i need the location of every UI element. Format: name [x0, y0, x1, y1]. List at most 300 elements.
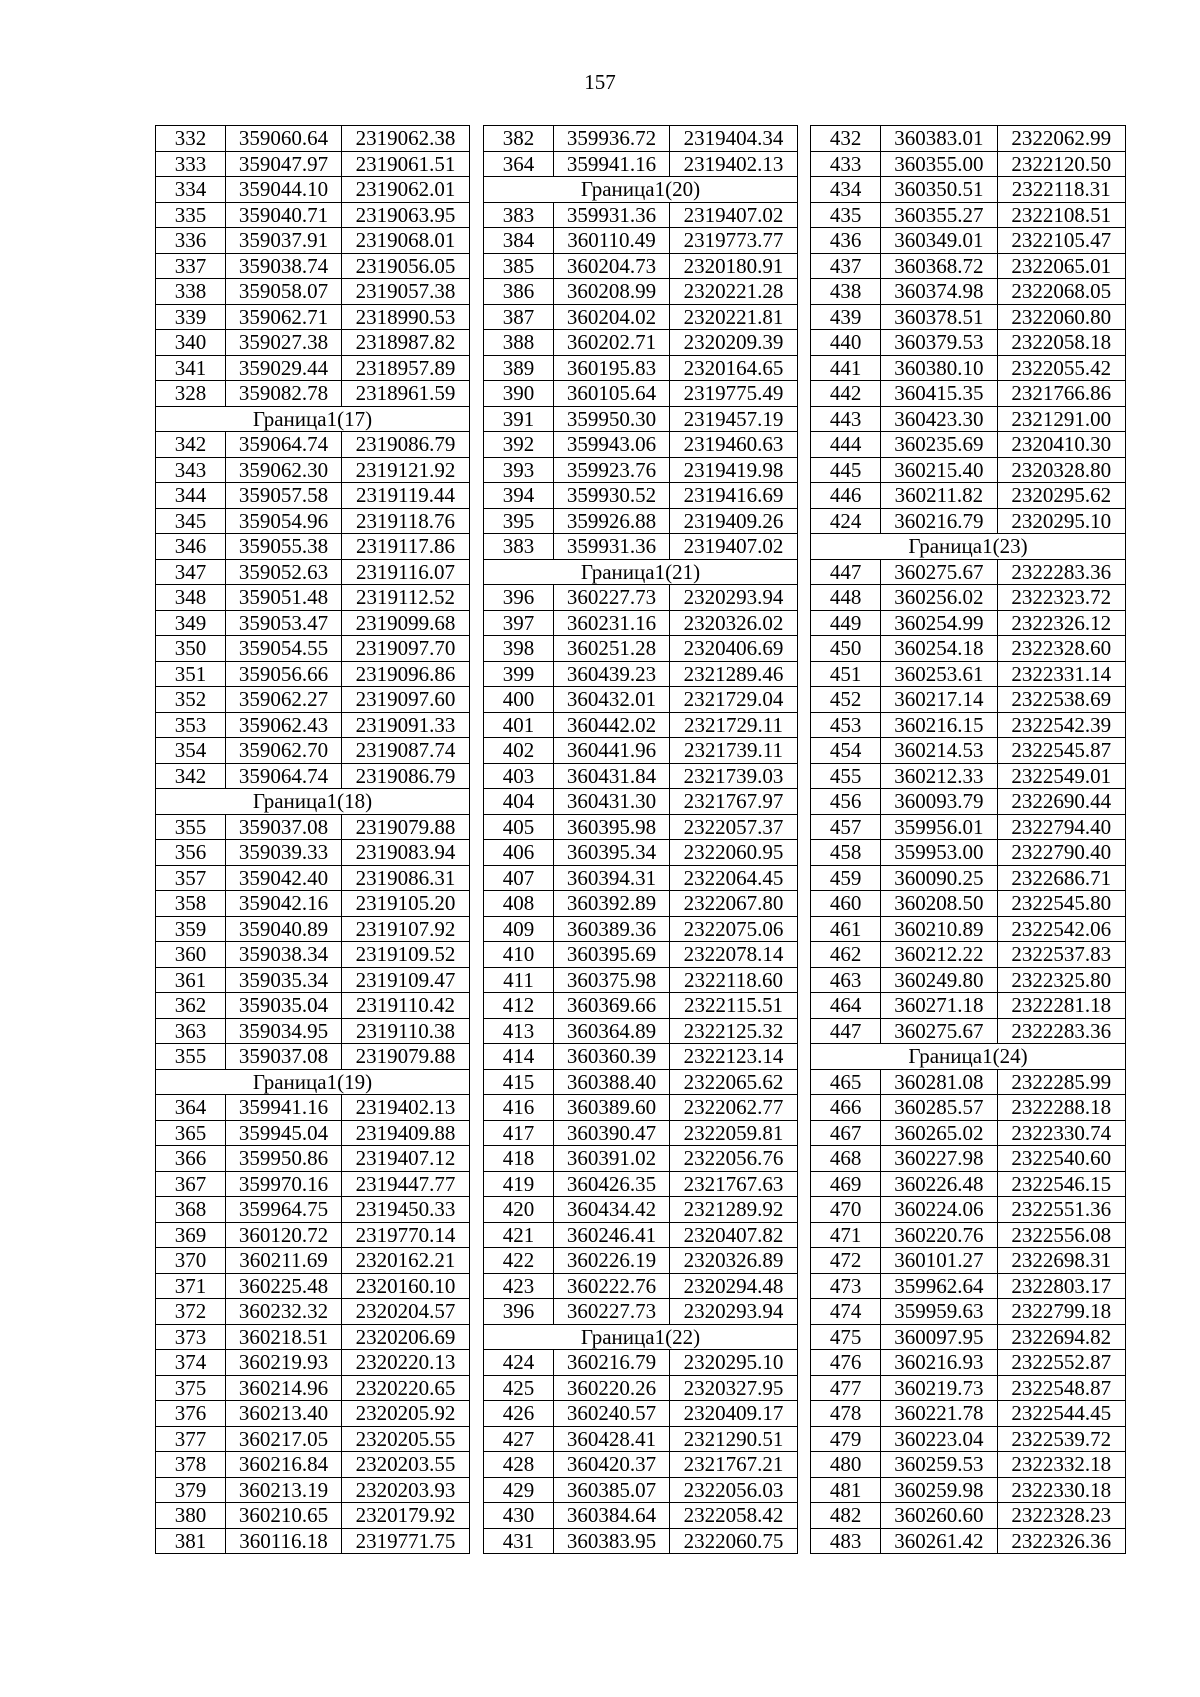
y-coordinate: 2322545.87	[997, 738, 1125, 764]
point-number: 421	[484, 1222, 554, 1248]
y-coordinate: 2319404.34	[670, 126, 798, 152]
table-row	[156, 1120, 470, 1146]
x-coordinate: 360226.19	[554, 1248, 670, 1274]
y-coordinate: 2322108.51	[997, 202, 1125, 228]
table-row	[811, 610, 1126, 636]
x-coordinate: 360441.96	[554, 738, 670, 764]
x-coordinate: 360431.30	[554, 789, 670, 815]
point-number: 440	[811, 330, 881, 356]
x-coordinate: 359953.00	[881, 840, 997, 866]
table-row	[484, 1069, 798, 1095]
y-coordinate: 2322123.14	[670, 1044, 798, 1070]
y-coordinate: 2322060.75	[670, 1528, 798, 1554]
point-number: 347	[156, 559, 226, 585]
x-coordinate: 360120.72	[226, 1222, 342, 1248]
point-number: 449	[811, 610, 881, 636]
table-row	[484, 381, 798, 407]
x-coordinate: 360240.57	[554, 1401, 670, 1427]
x-coordinate: 360227.98	[881, 1146, 997, 1172]
y-coordinate: 2322326.12	[997, 610, 1125, 636]
table-row	[156, 508, 470, 534]
y-coordinate: 2319057.38	[342, 279, 470, 305]
table-row	[811, 967, 1126, 993]
table-row	[484, 967, 798, 993]
point-number: 422	[484, 1248, 554, 1274]
point-number: 389	[484, 355, 554, 381]
table-row	[811, 1146, 1126, 1172]
table-row	[156, 1146, 470, 1172]
table-row	[156, 1222, 470, 1248]
y-coordinate: 2322075.06	[670, 916, 798, 942]
table-row	[811, 661, 1126, 687]
table-row	[156, 1197, 470, 1223]
y-coordinate: 2319407.02	[670, 202, 798, 228]
table-row	[484, 534, 798, 560]
x-coordinate: 359037.08	[226, 1044, 342, 1070]
x-coordinate: 360355.00	[881, 151, 997, 177]
table-row	[484, 942, 798, 968]
x-coordinate: 360204.02	[554, 304, 670, 330]
point-number: 454	[811, 738, 881, 764]
y-coordinate: 2322056.76	[670, 1146, 798, 1172]
table-row	[156, 865, 470, 891]
point-number: 424	[811, 508, 881, 534]
y-coordinate: 2320220.65	[342, 1375, 470, 1401]
point-number: 480	[811, 1452, 881, 1478]
x-coordinate: 360374.98	[881, 279, 997, 305]
point-number: 467	[811, 1120, 881, 1146]
point-number: 390	[484, 381, 554, 407]
point-number: 408	[484, 891, 554, 917]
y-coordinate: 2320164.65	[670, 355, 798, 381]
point-number: 470	[811, 1197, 881, 1223]
table-row	[811, 457, 1126, 483]
table-row	[484, 1477, 798, 1503]
table-row	[156, 1299, 470, 1325]
x-coordinate: 359923.76	[554, 457, 670, 483]
point-number: 409	[484, 916, 554, 942]
x-coordinate: 360426.35	[554, 1171, 670, 1197]
y-coordinate: 2322056.03	[670, 1477, 798, 1503]
table-row	[811, 253, 1126, 279]
x-coordinate: 360275.67	[881, 559, 997, 585]
x-coordinate: 359962.64	[881, 1273, 997, 1299]
y-coordinate: 2322078.14	[670, 942, 798, 968]
y-coordinate: 2320326.02	[670, 610, 798, 636]
y-coordinate: 2319450.33	[342, 1197, 470, 1223]
y-coordinate: 2319770.14	[342, 1222, 470, 1248]
point-number: 458	[811, 840, 881, 866]
point-number: 341	[156, 355, 226, 381]
point-number: 335	[156, 202, 226, 228]
point-number: 328	[156, 381, 226, 407]
table-row	[811, 814, 1126, 840]
table-row	[484, 610, 798, 636]
y-coordinate: 2322331.14	[997, 661, 1125, 687]
point-number: 429	[484, 1477, 554, 1503]
table-row	[156, 1324, 470, 1350]
table-row	[811, 1095, 1126, 1121]
y-coordinate: 2320203.93	[342, 1477, 470, 1503]
y-coordinate: 2322058.18	[997, 330, 1125, 356]
x-coordinate: 360428.41	[554, 1426, 670, 1452]
point-number: 418	[484, 1146, 554, 1172]
x-coordinate: 360388.40	[554, 1069, 670, 1095]
y-coordinate: 2320326.89	[670, 1248, 798, 1274]
point-number: 448	[811, 585, 881, 611]
table-row	[156, 712, 470, 738]
x-coordinate: 360281.08	[881, 1069, 997, 1095]
point-number: 478	[811, 1401, 881, 1427]
x-coordinate: 359926.88	[554, 508, 670, 534]
point-number: 468	[811, 1146, 881, 1172]
x-coordinate: 360350.51	[881, 177, 997, 203]
x-coordinate: 359064.74	[226, 763, 342, 789]
x-coordinate: 360384.64	[554, 1503, 670, 1529]
table-row	[484, 1146, 798, 1172]
point-number: 473	[811, 1273, 881, 1299]
y-coordinate: 2322283.36	[997, 559, 1125, 585]
x-coordinate: 359945.04	[226, 1120, 342, 1146]
table-row	[811, 1375, 1126, 1401]
point-number: 428	[484, 1452, 554, 1478]
table-row	[484, 712, 798, 738]
y-coordinate: 2319109.52	[342, 942, 470, 968]
table-row	[484, 1120, 798, 1146]
x-coordinate: 360219.93	[226, 1350, 342, 1376]
y-coordinate: 2322288.18	[997, 1095, 1125, 1121]
point-number: 383	[484, 534, 554, 560]
section-title: Граница1(19)	[156, 1069, 470, 1095]
y-coordinate: 2320209.39	[670, 330, 798, 356]
point-number: 433	[811, 151, 881, 177]
point-number: 400	[484, 687, 554, 713]
y-coordinate: 2319099.68	[342, 610, 470, 636]
point-number: 464	[811, 993, 881, 1019]
point-number: 482	[811, 1503, 881, 1529]
x-coordinate: 360214.96	[226, 1375, 342, 1401]
x-coordinate: 359040.71	[226, 202, 342, 228]
x-coordinate: 360204.73	[554, 253, 670, 279]
point-number: 411	[484, 967, 554, 993]
x-coordinate: 360260.60	[881, 1503, 997, 1529]
y-coordinate: 2319107.92	[342, 916, 470, 942]
x-coordinate: 359062.27	[226, 687, 342, 713]
y-coordinate: 2321739.11	[670, 738, 798, 764]
point-number: 360	[156, 942, 226, 968]
x-coordinate: 360442.02	[554, 712, 670, 738]
table-row	[484, 1197, 798, 1223]
point-number: 345	[156, 508, 226, 534]
table-row	[156, 738, 470, 764]
x-coordinate: 360101.27	[881, 1248, 997, 1274]
x-coordinate: 359040.89	[226, 916, 342, 942]
y-coordinate: 2322067.80	[670, 891, 798, 917]
x-coordinate: 359027.38	[226, 330, 342, 356]
table-row	[156, 814, 470, 840]
point-number: 342	[156, 763, 226, 789]
point-number: 472	[811, 1248, 881, 1274]
x-coordinate: 360216.84	[226, 1452, 342, 1478]
y-coordinate: 2322057.37	[670, 814, 798, 840]
x-coordinate: 360256.02	[881, 585, 997, 611]
point-number: 358	[156, 891, 226, 917]
x-coordinate: 360369.66	[554, 993, 670, 1019]
x-coordinate: 359970.16	[226, 1171, 342, 1197]
y-coordinate: 2319091.33	[342, 712, 470, 738]
table-row	[811, 916, 1126, 942]
x-coordinate: 360355.27	[881, 202, 997, 228]
x-coordinate: 360202.71	[554, 330, 670, 356]
point-number: 337	[156, 253, 226, 279]
y-coordinate: 2322542.06	[997, 916, 1125, 942]
table-row	[156, 661, 470, 687]
point-number: 463	[811, 967, 881, 993]
table-row	[484, 279, 798, 305]
x-coordinate: 360378.51	[881, 304, 997, 330]
x-coordinate: 359062.30	[226, 457, 342, 483]
x-coordinate: 360211.82	[881, 483, 997, 509]
y-coordinate: 2321767.63	[670, 1171, 798, 1197]
table-row	[156, 151, 470, 177]
y-coordinate: 2319775.49	[670, 381, 798, 407]
table-row	[811, 636, 1126, 662]
y-coordinate: 2320293.94	[670, 585, 798, 611]
table-row	[484, 1375, 798, 1401]
point-number: 396	[484, 585, 554, 611]
y-coordinate: 2319062.01	[342, 177, 470, 203]
y-coordinate: 2320221.81	[670, 304, 798, 330]
point-number: 450	[811, 636, 881, 662]
point-number: 403	[484, 763, 554, 789]
table-row	[811, 304, 1126, 330]
point-number: 443	[811, 406, 881, 432]
table-row	[811, 406, 1126, 432]
point-number: 375	[156, 1375, 226, 1401]
y-coordinate: 2322328.60	[997, 636, 1125, 662]
point-number: 384	[484, 228, 554, 254]
section-title: Граница1(23)	[811, 534, 1126, 560]
x-coordinate: 360389.36	[554, 916, 670, 942]
y-coordinate: 2320162.21	[342, 1248, 470, 1274]
x-coordinate: 359038.74	[226, 253, 342, 279]
x-coordinate: 360220.76	[881, 1222, 997, 1248]
table-row	[484, 1426, 798, 1452]
table-row	[811, 202, 1126, 228]
table-row	[484, 1273, 798, 1299]
section-header-row	[811, 534, 1126, 560]
point-number: 432	[811, 126, 881, 152]
table-row	[484, 406, 798, 432]
table-row	[811, 1069, 1126, 1095]
y-coordinate: 2321289.46	[670, 661, 798, 687]
point-number: 399	[484, 661, 554, 687]
table-row	[484, 1503, 798, 1529]
x-coordinate: 359053.47	[226, 610, 342, 636]
y-coordinate: 2319117.86	[342, 534, 470, 560]
table-row	[484, 432, 798, 458]
table-row	[484, 304, 798, 330]
x-coordinate: 360394.31	[554, 865, 670, 891]
point-number: 355	[156, 1044, 226, 1070]
section-title: Граница1(18)	[156, 789, 470, 815]
x-coordinate: 359058.07	[226, 279, 342, 305]
x-coordinate: 359052.63	[226, 559, 342, 585]
table-row	[811, 355, 1126, 381]
x-coordinate: 359037.08	[226, 814, 342, 840]
point-number: 363	[156, 1018, 226, 1044]
table-row	[811, 1197, 1126, 1223]
y-coordinate: 2322325.80	[997, 967, 1125, 993]
point-number: 439	[811, 304, 881, 330]
x-coordinate: 360261.42	[881, 1528, 997, 1554]
y-coordinate: 2321766.86	[997, 381, 1125, 407]
x-coordinate: 359042.40	[226, 865, 342, 891]
section-header-row	[156, 789, 470, 815]
y-coordinate: 2322068.05	[997, 279, 1125, 305]
table-row	[811, 279, 1126, 305]
table-row	[156, 126, 470, 152]
point-number: 481	[811, 1477, 881, 1503]
x-coordinate: 359057.58	[226, 483, 342, 509]
table-row	[156, 993, 470, 1019]
table-row	[484, 1248, 798, 1274]
x-coordinate: 359936.72	[554, 126, 670, 152]
coordinates-table-middle	[483, 125, 798, 1554]
y-coordinate: 2322328.23	[997, 1503, 1125, 1529]
table-row	[156, 202, 470, 228]
table-row	[156, 1171, 470, 1197]
x-coordinate: 360224.06	[881, 1197, 997, 1223]
x-coordinate: 359034.95	[226, 1018, 342, 1044]
table-row	[811, 1452, 1126, 1478]
x-coordinate: 359039.33	[226, 840, 342, 866]
y-coordinate: 2322686.71	[997, 865, 1125, 891]
table-row	[811, 942, 1126, 968]
x-coordinate: 360368.72	[881, 253, 997, 279]
point-number: 426	[484, 1401, 554, 1427]
y-coordinate: 2322544.45	[997, 1401, 1125, 1427]
table-row	[811, 687, 1126, 713]
point-number: 406	[484, 840, 554, 866]
y-coordinate: 2322105.47	[997, 228, 1125, 254]
table-row	[156, 840, 470, 866]
y-coordinate: 2322330.18	[997, 1477, 1125, 1503]
y-coordinate: 2320205.92	[342, 1401, 470, 1427]
x-coordinate: 360259.98	[881, 1477, 997, 1503]
point-number: 365	[156, 1120, 226, 1146]
table-row	[156, 1273, 470, 1299]
table-row	[811, 559, 1126, 585]
point-number: 477	[811, 1375, 881, 1401]
x-coordinate: 360223.04	[881, 1426, 997, 1452]
point-number: 369	[156, 1222, 226, 1248]
table-row	[156, 1018, 470, 1044]
x-coordinate: 360431.84	[554, 763, 670, 789]
y-coordinate: 2322125.32	[670, 1018, 798, 1044]
x-coordinate: 360227.73	[554, 1299, 670, 1325]
point-number: 474	[811, 1299, 881, 1325]
point-number: 416	[484, 1095, 554, 1121]
point-number: 475	[811, 1324, 881, 1350]
y-coordinate: 2321729.11	[670, 712, 798, 738]
y-coordinate: 2320293.94	[670, 1299, 798, 1325]
y-coordinate: 2319409.26	[670, 508, 798, 534]
x-coordinate: 360375.98	[554, 967, 670, 993]
point-number: 469	[811, 1171, 881, 1197]
point-number: 385	[484, 253, 554, 279]
point-number: 430	[484, 1503, 554, 1529]
table-row	[156, 891, 470, 917]
point-number: 415	[484, 1069, 554, 1095]
table-row	[811, 483, 1126, 509]
table-row	[484, 1171, 798, 1197]
table-row	[484, 1299, 798, 1325]
x-coordinate: 360217.14	[881, 687, 997, 713]
point-number: 359	[156, 916, 226, 942]
x-coordinate: 360225.48	[226, 1273, 342, 1299]
point-number: 364	[156, 1095, 226, 1121]
point-number: 352	[156, 687, 226, 713]
point-number: 332	[156, 126, 226, 152]
y-coordinate: 2322283.36	[997, 1018, 1125, 1044]
point-number: 393	[484, 457, 554, 483]
x-coordinate: 360254.18	[881, 636, 997, 662]
y-coordinate: 2318987.82	[342, 330, 470, 356]
table-row	[484, 228, 798, 254]
table-row	[484, 814, 798, 840]
x-coordinate: 360383.01	[881, 126, 997, 152]
y-coordinate: 2319079.88	[342, 814, 470, 840]
point-number: 402	[484, 738, 554, 764]
y-coordinate: 2322065.62	[670, 1069, 798, 1095]
point-number: 407	[484, 865, 554, 891]
point-number: 417	[484, 1120, 554, 1146]
y-coordinate: 2319419.98	[670, 457, 798, 483]
y-coordinate: 2321289.92	[670, 1197, 798, 1223]
y-coordinate: 2320295.62	[997, 483, 1125, 509]
y-coordinate: 2322330.74	[997, 1120, 1125, 1146]
y-coordinate: 2318990.53	[342, 304, 470, 330]
x-coordinate: 359931.36	[554, 534, 670, 560]
y-coordinate: 2320407.82	[670, 1222, 798, 1248]
y-coordinate: 2319105.20	[342, 891, 470, 917]
x-coordinate: 360216.79	[881, 508, 997, 534]
x-coordinate: 360210.65	[226, 1503, 342, 1529]
section-title: Граница1(20)	[484, 177, 798, 203]
x-coordinate: 359047.97	[226, 151, 342, 177]
point-number: 381	[156, 1528, 226, 1554]
x-coordinate: 360212.22	[881, 942, 997, 968]
point-number: 438	[811, 279, 881, 305]
table-row	[156, 1503, 470, 1529]
y-coordinate: 2322698.31	[997, 1248, 1125, 1274]
x-coordinate: 359964.75	[226, 1197, 342, 1223]
table-row	[484, 1528, 798, 1554]
table-row	[811, 789, 1126, 815]
x-coordinate: 360195.83	[554, 355, 670, 381]
x-coordinate: 359064.74	[226, 432, 342, 458]
x-coordinate: 359956.01	[881, 814, 997, 840]
x-coordinate: 360265.02	[881, 1120, 997, 1146]
point-number: 437	[811, 253, 881, 279]
point-number: 431	[484, 1528, 554, 1554]
x-coordinate: 359051.48	[226, 585, 342, 611]
table-row	[156, 279, 470, 305]
table-row	[484, 636, 798, 662]
y-coordinate: 2319086.79	[342, 432, 470, 458]
table-row	[156, 457, 470, 483]
